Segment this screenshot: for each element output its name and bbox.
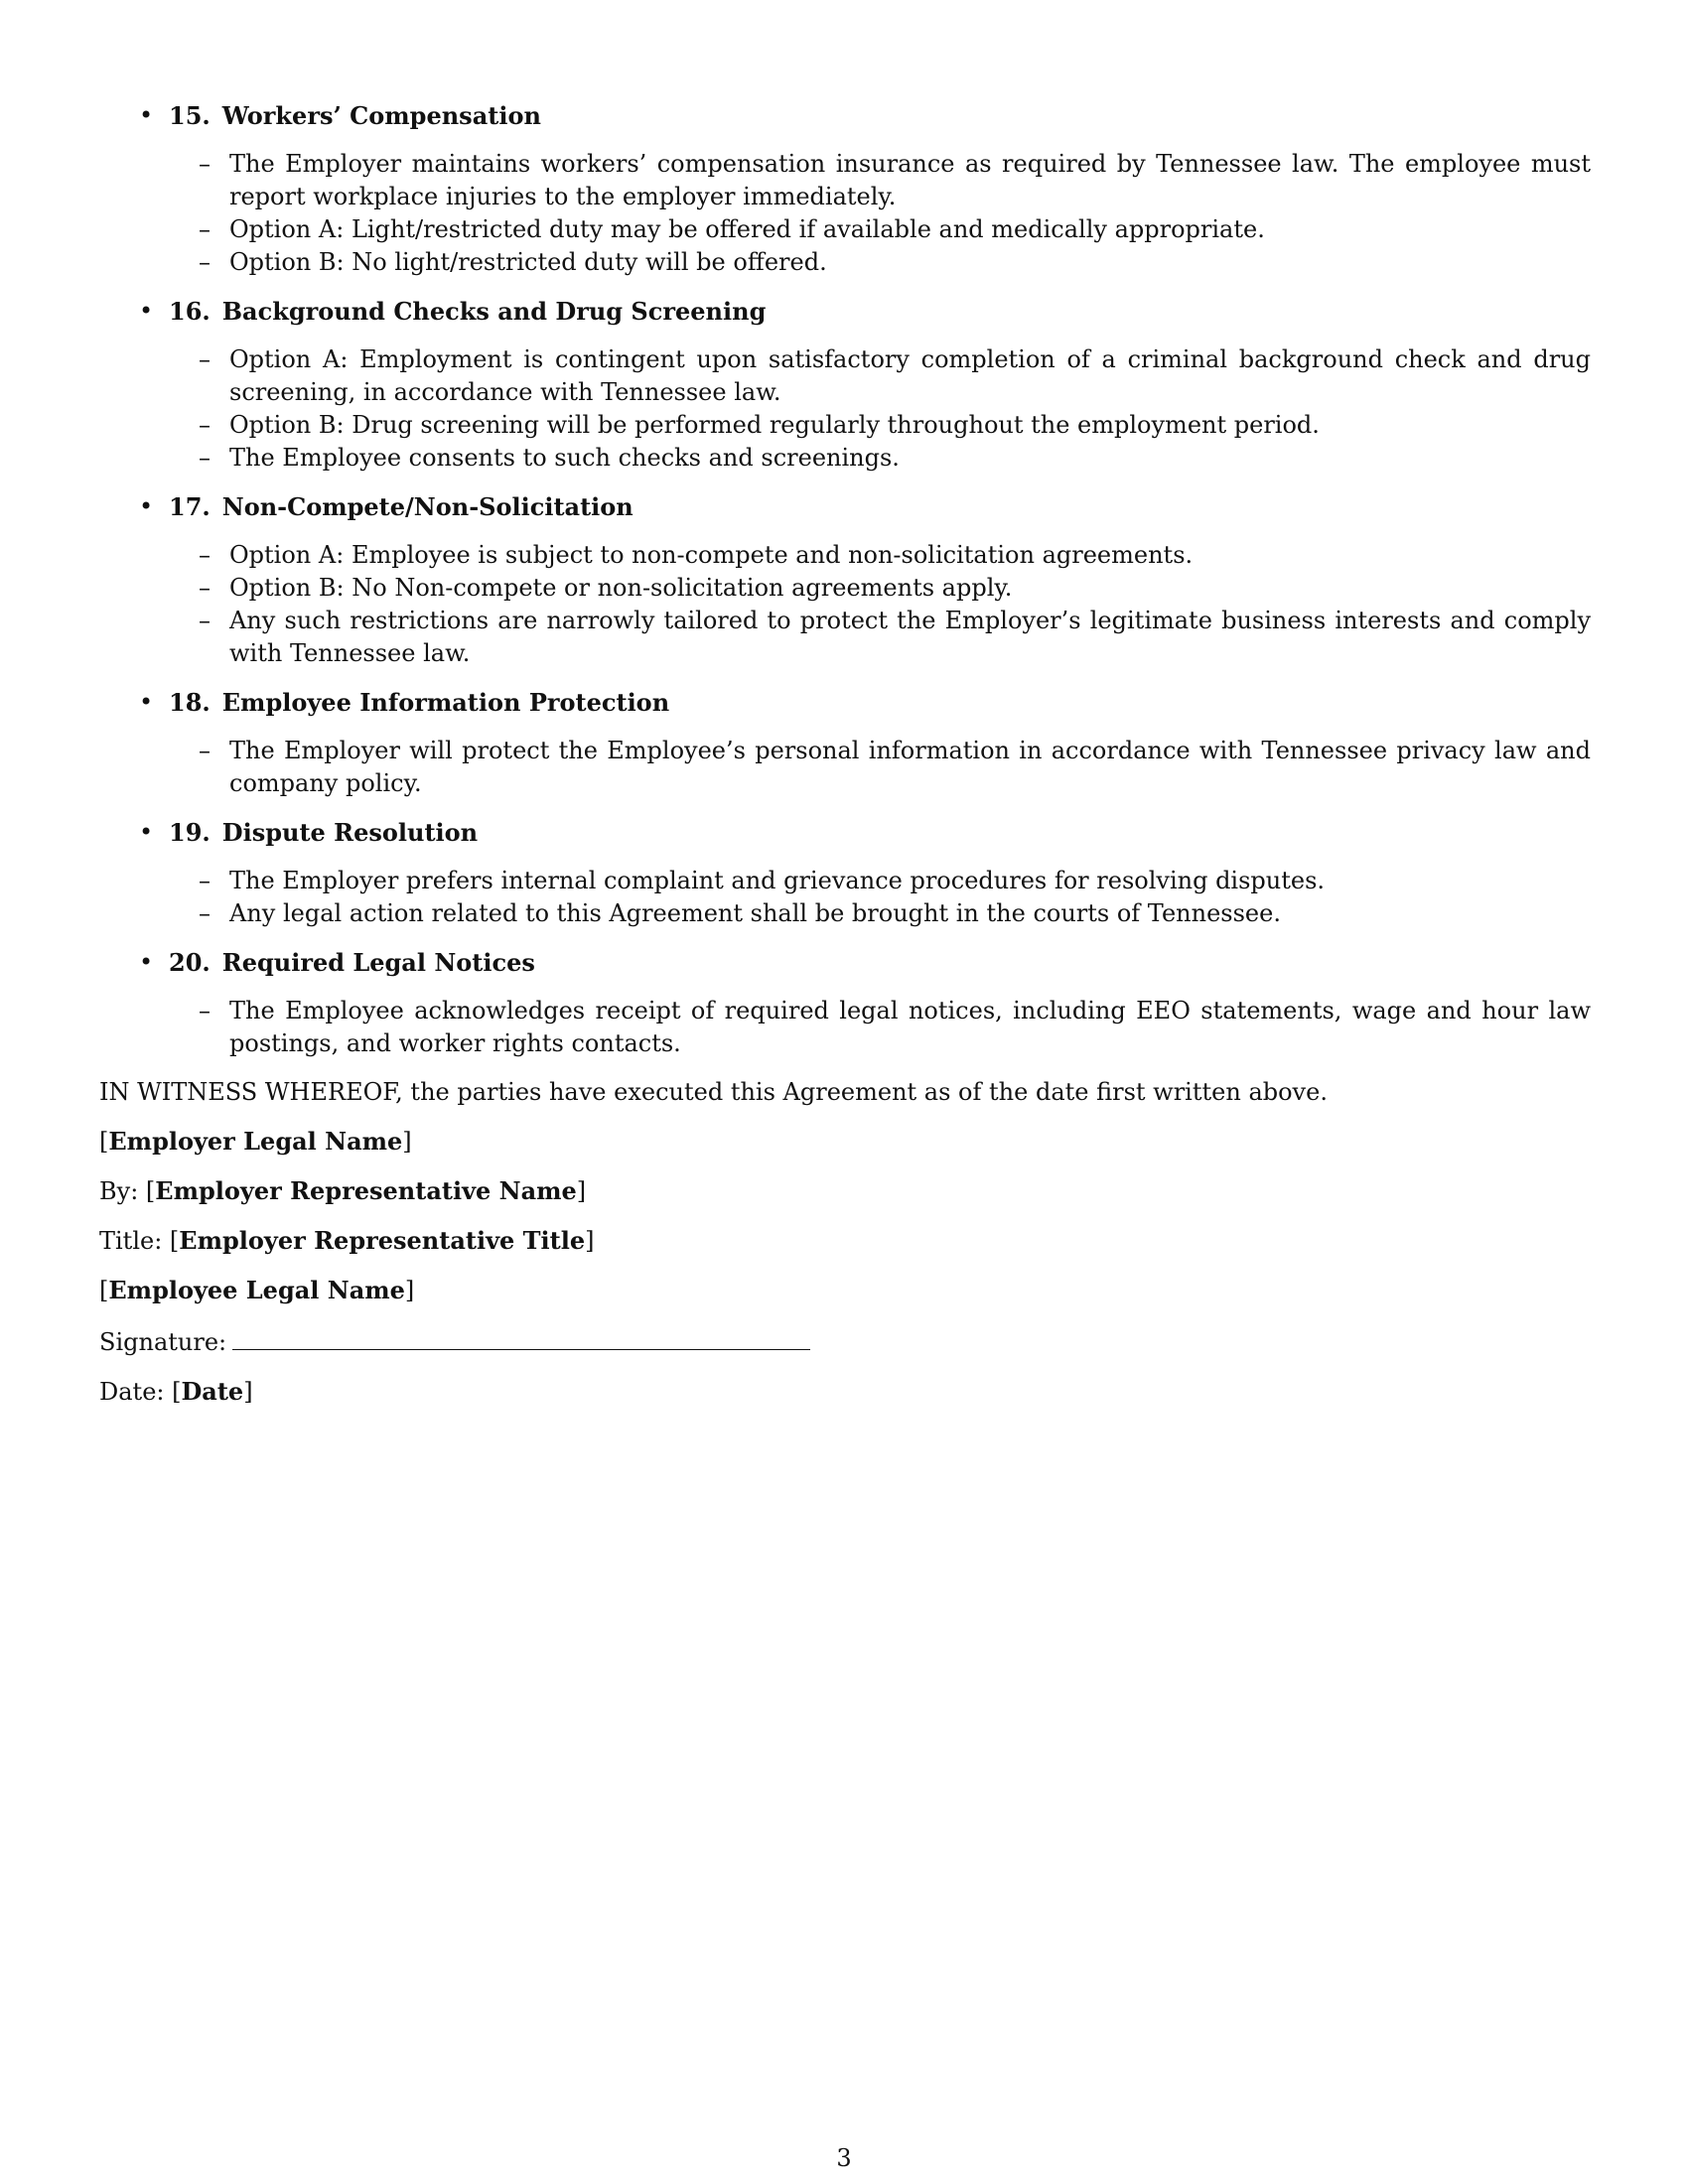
list-item-text: Option A: Light/restricted duty may be offered if available and medically appropriate. [229, 215, 1265, 243]
sub-list [99, 343, 1591, 475]
list-item [99, 213, 1591, 246]
signature-blank[interactable] [232, 1323, 810, 1350]
dash-icon: – [199, 541, 211, 569]
list-item-text: The Employer will protect the Employee’s personal information in accordance with Tennessee privacy law and company policy. [229, 737, 1591, 797]
section-title: Background Checks and Drug Screening [221, 297, 767, 326]
dash-icon: – [199, 215, 211, 243]
list-item-text: Option B: No Non-compete or non-solicitation agreements apply. [229, 574, 1013, 602]
sub-list [99, 995, 1591, 1060]
date-line: Date: [Date] [99, 1377, 253, 1406]
list-item-text: Any such restrictions are narrowly tailored to protect the Employer’s legitimate business interests and comply with Tennessee law. [229, 607, 1591, 667]
list-item [99, 572, 1591, 605]
employee-name-line: [Employee Legal Name] [99, 1276, 415, 1304]
section-heading [99, 295, 1591, 328]
section-number: 19. [169, 818, 211, 847]
rep-title: Employer Representative Title [179, 1226, 586, 1255]
list-item-text: Option A: Employment is contingent upon satisfactory completion of a criminal background check and drug screening, in accordance with Tennessee law. [229, 345, 1591, 406]
list-item-text: Option A: Employee is subject to non-compete and non-solicitation agreements. [229, 541, 1194, 569]
dash-icon: – [199, 150, 211, 178]
by-line: By: [Employer Representative Name] [99, 1176, 587, 1205]
dash-icon: – [199, 345, 211, 373]
list-item-text: Option B: No light/restricted duty will be offered. [229, 248, 827, 276]
dash-icon: – [199, 444, 211, 472]
section-17 [99, 490, 1591, 670]
bullet-icon: • [139, 101, 154, 129]
section-title: Employee Information Protection [221, 688, 670, 717]
sub-list [99, 148, 1591, 279]
dash-icon: – [199, 574, 211, 602]
employer-name: Employer Legal Name [108, 1127, 403, 1156]
section-19 [99, 816, 1591, 930]
section-heading [99, 490, 1591, 523]
list-item [99, 605, 1591, 670]
signature-label: Signature: [99, 1328, 227, 1356]
signature-line [99, 1323, 1591, 1359]
list-item [99, 148, 1591, 213]
list-item-text: The Employee acknowledges receipt of required legal notices, including EEO statements, wage and hour law postings, and worker rights contacts. [229, 997, 1591, 1057]
date-value: Date [181, 1377, 244, 1406]
list-item-text: The Employer maintains workers’ compensation insurance as required by Tennessee law. The employee must report workplace injuries to the employer immediately. [229, 150, 1591, 210]
list-item [99, 897, 1591, 930]
dash-icon: – [199, 997, 211, 1024]
section-number: 16. [169, 297, 211, 326]
section-number: 20. [169, 948, 211, 977]
list-item [99, 246, 1591, 279]
employee-name: Employee Legal Name [108, 1276, 405, 1304]
date-label: Date: [99, 1378, 165, 1406]
section-title: Non-Compete/Non-Solicitation [221, 492, 633, 521]
list-item [99, 409, 1591, 442]
list-item-text: Any legal action related to this Agreement shall be brought in the courts of Tennessee. [229, 899, 1281, 927]
title-label: Title: [99, 1227, 163, 1255]
bullet-icon: • [139, 688, 154, 716]
title-line: Title: [Employer Representative Title] [99, 1226, 595, 1255]
sub-list [99, 735, 1591, 800]
list-item [99, 442, 1591, 475]
sub-list [99, 539, 1591, 670]
section-number: 17. [169, 492, 211, 521]
section-16 [99, 295, 1591, 475]
section-15 [99, 99, 1591, 279]
bullet-icon: • [139, 948, 154, 976]
section-number: 15. [169, 101, 211, 130]
bullet-icon: • [139, 818, 154, 846]
list-item-text: The Employee consents to such checks and screenings. [229, 444, 900, 472]
section-heading [99, 946, 1591, 979]
section-title: Workers’ Compensation [221, 101, 541, 130]
witness-statement: IN WITNESS WHEREOF, the parties have executed this Agreement as of the date first written above. [99, 1078, 1328, 1106]
dash-icon: – [199, 737, 211, 764]
list-item [99, 343, 1591, 409]
list-item [99, 735, 1591, 800]
dash-icon: – [199, 248, 211, 276]
bullet-icon: • [139, 492, 154, 520]
section-heading [99, 816, 1591, 849]
bullet-icon: • [139, 297, 154, 325]
section-number: 18. [169, 688, 211, 717]
section-title: Dispute Resolution [221, 818, 479, 847]
list-item-text: Option B: Drug screening will be performed regularly throughout the employment period. [229, 411, 1320, 439]
dash-icon: – [199, 867, 211, 894]
rep-name: Employer Representative Name [155, 1176, 577, 1205]
list-item [99, 995, 1591, 1060]
dash-icon: – [199, 411, 211, 439]
dash-icon: – [199, 607, 211, 634]
employer-name-line: [Employer Legal Name] [99, 1127, 412, 1156]
document-body [99, 99, 1591, 1425]
list-item-text: The Employer prefers internal complaint and grievance procedures for resolving disputes. [229, 867, 1326, 894]
by-label: By: [99, 1177, 139, 1205]
section-title: Required Legal Notices [221, 948, 535, 977]
page-number: 3 [836, 2144, 852, 2172]
section-heading [99, 686, 1591, 719]
sub-list [99, 865, 1591, 930]
section-20 [99, 946, 1591, 1060]
list-item [99, 539, 1591, 572]
list-item [99, 865, 1591, 897]
section-18 [99, 686, 1591, 800]
dash-icon: – [199, 899, 211, 927]
section-heading [99, 99, 1591, 132]
